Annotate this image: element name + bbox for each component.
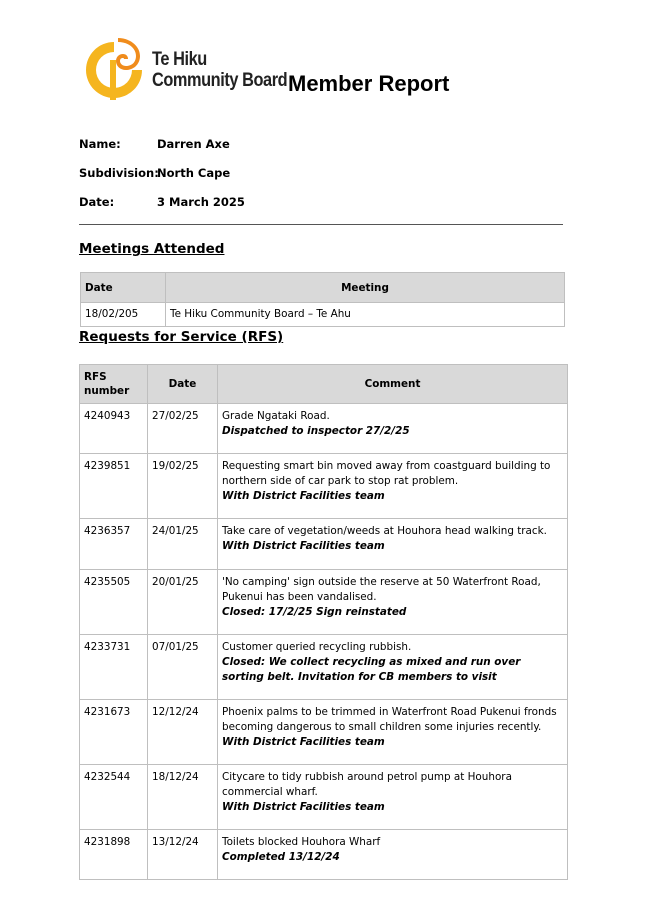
rfs-comment: Toilets blocked Houhora Wharf: [222, 836, 381, 848]
table-row: [80, 830, 568, 880]
rfs-status: With District Facilities team: [222, 801, 385, 813]
rfs-comment-cell: [218, 635, 568, 700]
table-row: [81, 303, 565, 327]
rfs-date: 18/12/24: [148, 765, 218, 830]
rfs-date: 27/02/25: [148, 404, 218, 454]
meetings-date-header: Date: [81, 273, 166, 303]
header-divider: [79, 224, 563, 225]
rfs-header-row: [80, 365, 568, 404]
table-row: [80, 765, 568, 830]
date-row: [79, 195, 245, 224]
rfs-comment-cell: [218, 454, 568, 519]
rfs-date-header: Date: [148, 365, 218, 404]
subdivision-label: Subdivision:: [79, 166, 159, 180]
rfs-date: 12/12/24: [148, 700, 218, 765]
report-header: [80, 36, 560, 106]
meetings-table: [80, 272, 565, 327]
rfs-comment-cell: [218, 519, 568, 570]
rfs-comment: Customer queried recycling rubbish.: [222, 641, 412, 653]
rfs-comment: Phoenix palms to be trimmed in Waterfront Road Pukenui fronds becoming dangerous to small children some injuries recently.: [222, 706, 557, 733]
rfs-comment: Requesting smart bin moved away from coastguard building to northern side of car park to stop rat problem.: [222, 460, 551, 487]
rfs-status: With District Facilities team: [222, 540, 385, 552]
rfs-comment-cell: [218, 830, 568, 880]
te-hiku-logo-icon: [80, 36, 148, 102]
meetings-header-row: [81, 273, 565, 303]
rfs-title: Requests for Service (RFS): [79, 329, 284, 345]
date-value: 3 March 2025: [157, 195, 245, 209]
rfs-comment: Take care of vegetation/weeds at Houhora head walking track.: [222, 525, 547, 537]
rfs-status: With District Facilities team: [222, 490, 385, 502]
rfs-comment-cell: [218, 765, 568, 830]
rfs-status: Completed 13/12/24: [222, 851, 340, 863]
rfs-date: 07/01/25: [148, 635, 218, 700]
rfs-date: 13/12/24: [148, 830, 218, 880]
subdivision-value: North Cape: [157, 166, 231, 180]
rfs-status: Closed: We collect recycling as mixed and run over sorting belt. Invitation for CB members to visit: [222, 656, 521, 683]
meeting-name: Te Hiku Community Board – Te Ahu: [166, 303, 565, 327]
rfs-status: Dispatched to inspector 27/2/25: [222, 425, 410, 437]
rfs-date: 24/01/25: [148, 519, 218, 570]
table-row: [80, 700, 568, 765]
rfs-comment-cell: [218, 570, 568, 635]
rfs-status: With District Facilities team: [222, 736, 385, 748]
rfs-number-header: RFS number: [80, 365, 148, 404]
rfs-comment-header: Comment: [218, 365, 568, 404]
name-label: Name:: [79, 137, 121, 151]
date-label: Date:: [79, 195, 115, 209]
table-row: [80, 404, 568, 454]
subdivision-row: [79, 166, 245, 195]
rfs-number: 4235505: [80, 570, 148, 635]
rfs-number: 4233731: [80, 635, 148, 700]
org-line-2: Community Board: [152, 70, 288, 91]
table-row: [80, 635, 568, 700]
table-row: [80, 519, 568, 570]
report-title: Member Report: [288, 71, 450, 96]
rfs-comment: Citycare to tidy rubbish around petrol pump at Houhora commercial wharf.: [222, 771, 512, 798]
name-row: [79, 137, 245, 166]
meetings-meeting-header: Meeting: [166, 273, 565, 303]
rfs-number: 4232544: [80, 765, 148, 830]
table-row: [80, 454, 568, 519]
rfs-number: 4240943: [80, 404, 148, 454]
rfs-date: 20/01/25: [148, 570, 218, 635]
member-info: [79, 137, 245, 224]
organisation-name: [152, 49, 287, 91]
meetings-title: Meetings Attended: [79, 241, 225, 257]
rfs-comment: Grade Ngataki Road.: [222, 410, 330, 422]
rfs-status: Closed: 17/2/25 Sign reinstated: [222, 606, 407, 618]
rfs-comment: 'No camping' sign outside the reserve at 50 Waterfront Road, Pukenui has been vandalised.: [222, 576, 541, 603]
meeting-date: 18/02/205: [81, 303, 166, 327]
rfs-comment-cell: [218, 700, 568, 765]
name-value: Darren Axe: [157, 137, 230, 151]
rfs-number: 4239851: [80, 454, 148, 519]
rfs-comment-cell: [218, 404, 568, 454]
rfs-number: 4231673: [80, 700, 148, 765]
rfs-date: 19/02/25: [148, 454, 218, 519]
table-row: [80, 570, 568, 635]
rfs-table: [79, 364, 568, 880]
rfs-number: 4236357: [80, 519, 148, 570]
org-line-1: Te Hiku: [152, 49, 207, 70]
rfs-number: 4231898: [80, 830, 148, 880]
